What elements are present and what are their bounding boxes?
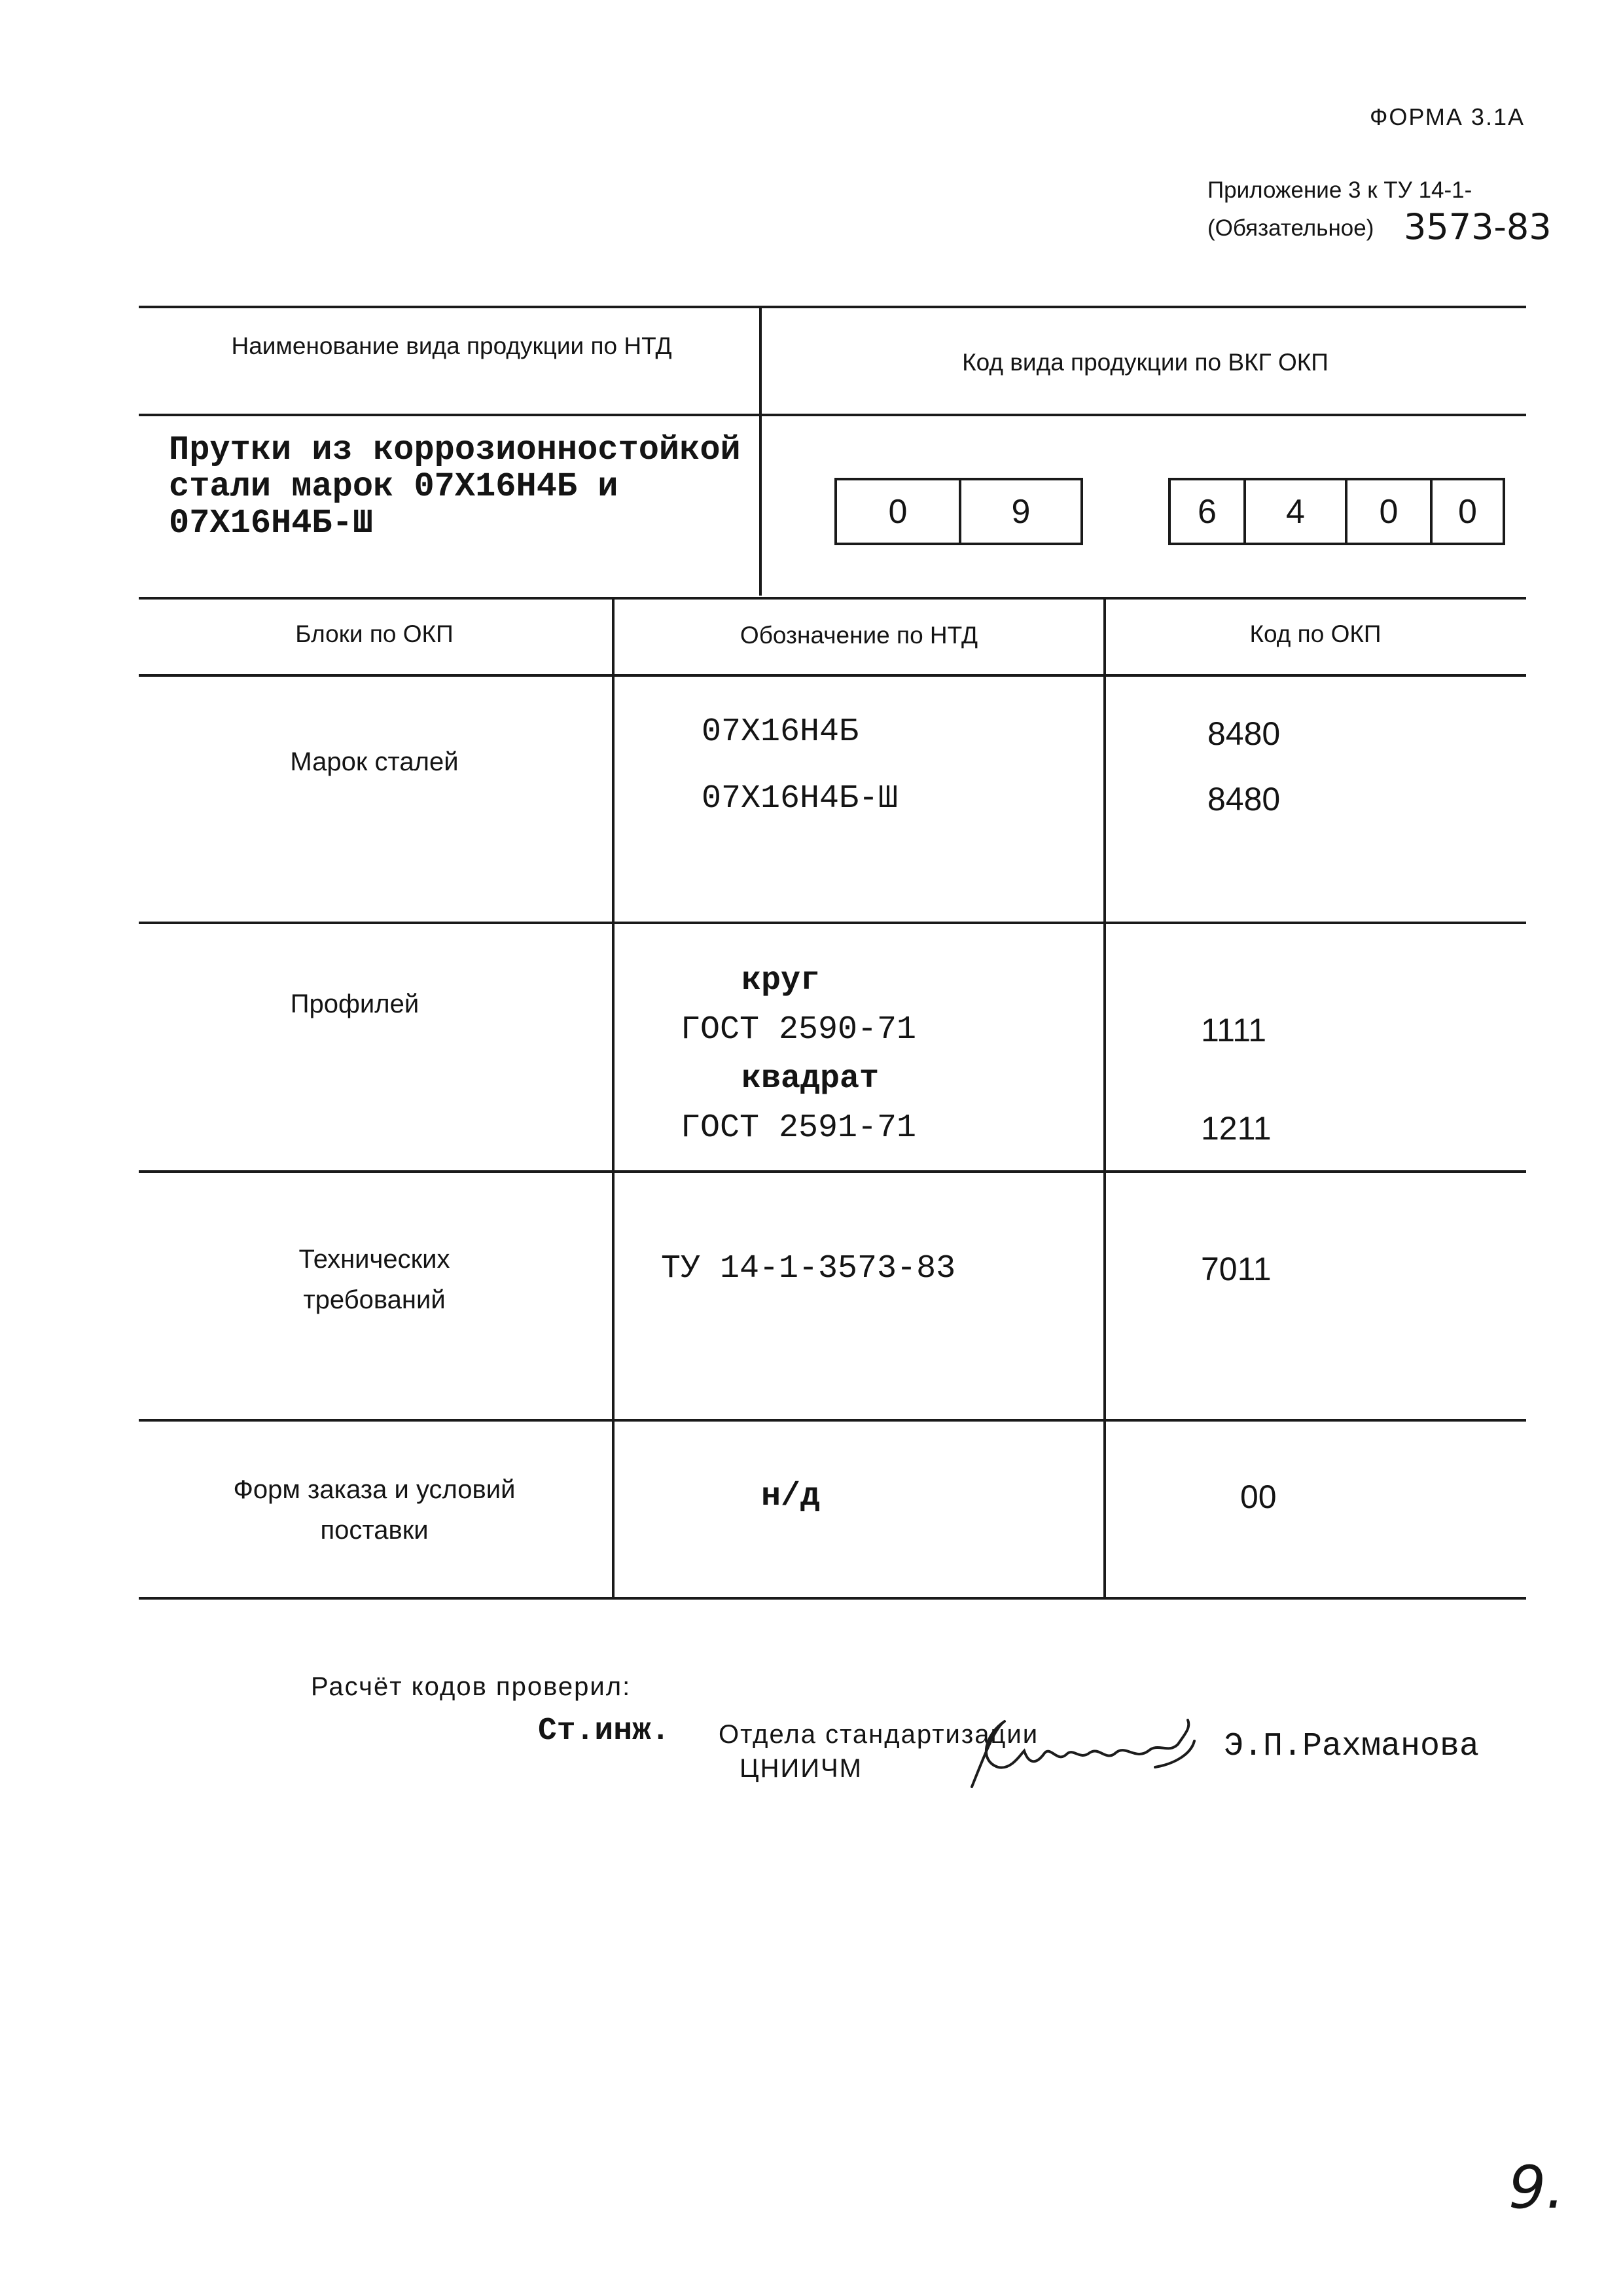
code-digit: 6 xyxy=(1168,480,1243,543)
okp-code: 1111 xyxy=(1201,1012,1267,1049)
appendix-line2: (Обязательное) xyxy=(1207,215,1374,241)
table-top-rule xyxy=(139,306,1526,308)
page-number: 9. xyxy=(1508,2153,1565,2222)
code-digit: 4 xyxy=(1243,480,1345,543)
appendix-number: 3573-83 xyxy=(1404,206,1552,247)
signature xyxy=(959,1715,1207,1803)
code-group-1 xyxy=(834,478,1083,545)
code-group-2 xyxy=(1168,478,1505,545)
top-divider xyxy=(759,308,762,596)
ntd-value: круг xyxy=(741,962,821,999)
block-label: Форм заказа и условий поставки xyxy=(233,1475,516,1545)
code-digit: 9 xyxy=(959,480,1083,543)
department-line1: Отдела стандартизации xyxy=(719,1720,1039,1749)
ntd-value: ГОСТ 2591-71 xyxy=(681,1109,917,1147)
okp-code: 00 xyxy=(1240,1479,1277,1515)
okp-code: 1211 xyxy=(1201,1110,1272,1147)
row-rule-1 xyxy=(139,922,1526,924)
block-label: Профилей xyxy=(290,990,419,1018)
ntd-value: ГОСТ 2590-71 xyxy=(681,1011,917,1049)
position-title: Ст.инж. xyxy=(538,1713,670,1749)
okp-code: 7011 xyxy=(1201,1251,1272,1287)
product-rule xyxy=(139,597,1526,600)
department-line2: ЦНИИЧМ xyxy=(740,1754,863,1783)
okp-code: 8480 xyxy=(1207,781,1281,817)
product-name: Прутки из коррозионностойкой стали марок 07Х16Н4Б и 07Х16Н4Б-Ш xyxy=(169,431,741,543)
ntd-value: 07Х16Н4Б-Ш xyxy=(702,780,899,817)
subheader-rule xyxy=(139,674,1526,677)
col-header-blocks: Блоки по ОКП xyxy=(295,620,454,647)
code-digit: 0 xyxy=(1430,480,1505,543)
ntd-value: квадрат xyxy=(741,1060,880,1098)
row-rule-2 xyxy=(139,1170,1526,1173)
ntd-value: 07Х16Н4Б xyxy=(702,713,859,751)
ntd-value: н/д xyxy=(761,1478,821,1515)
code-digit: 0 xyxy=(1345,480,1430,543)
code-digit: 0 xyxy=(834,480,959,543)
checked-by-label: Расчёт кодов проверил: xyxy=(311,1672,632,1701)
form-label: ФОРМА 3.1А xyxy=(1369,103,1525,130)
col-header-ntd: Обозначение по НТД xyxy=(740,622,978,649)
appendix-line1: Приложение 3 к ТУ 14-1- xyxy=(1207,177,1472,203)
signer-name: Э.П.Рахманова xyxy=(1224,1728,1480,1765)
block-label: Марок сталей xyxy=(290,747,459,776)
header-rule xyxy=(139,414,1526,416)
row-rule-3 xyxy=(139,1419,1526,1422)
col-divider-1 xyxy=(612,597,615,1600)
table-bottom-rule xyxy=(139,1597,1526,1600)
header-product-name: Наименование вида продукции по НТД xyxy=(231,332,672,359)
block-label: Технических требований xyxy=(298,1245,450,1314)
header-product-code: Код вида продукции по ВКГ ОКП xyxy=(962,349,1329,376)
col-header-code: Код по ОКП xyxy=(1249,620,1382,647)
signature-graphic xyxy=(959,1715,1207,1800)
okp-code: 8480 xyxy=(1207,715,1281,752)
ntd-value: ТУ 14-1-3573-83 xyxy=(661,1250,956,1287)
col-divider-2 xyxy=(1103,597,1106,1600)
